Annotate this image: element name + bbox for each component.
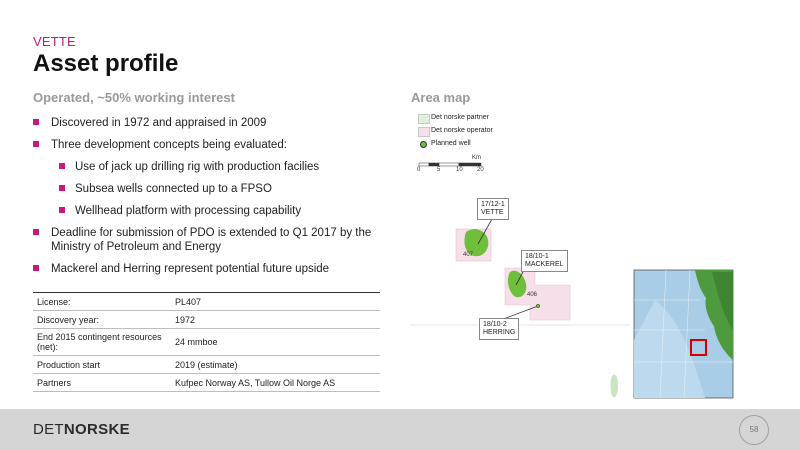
legend-swatch-partner [418,114,430,124]
bullet-square-icon [59,185,65,191]
asset-facts-table [33,292,380,392]
bullet-text: Discovered in 1972 and appraised in 2009 [51,117,267,129]
legend-item-planned-well [418,139,493,152]
sub-bullet-item [33,204,383,218]
callout-herring [479,318,519,340]
licence-label-406: 406 [527,292,538,298]
page-number-badge: 58 [739,415,769,445]
licence-label-407: 407 [463,252,474,258]
map-legend [418,113,493,152]
scale-tick: 5 [437,167,441,173]
bullet-text: Use of jack up drilling rig with production facilies [75,161,320,173]
area-map [408,110,738,405]
fact-label: Discovery year: [33,311,171,329]
fact-label: Production start [33,356,171,374]
callout-line: 18/10-1 [525,253,549,260]
bullet-text: Subsea wells connected up to a FPSO [75,183,272,195]
table-row [33,356,380,374]
bullet-item [33,262,383,276]
fact-value: 24 mmboe [171,329,380,356]
partner-field [611,374,619,397]
planned-well-icon [420,141,427,148]
callout-line: 18/10-2 [483,321,507,328]
bullet-text: Three development concepts being evaluated: [51,139,287,151]
scale-bar-segment [419,163,429,166]
bullet-item [33,116,383,130]
legend-label: Planned well [431,140,471,147]
company-logo [33,421,130,438]
bullet-text: Mackerel and Herring represent potential future upside [51,263,330,275]
table-row [33,293,380,311]
overview-inset-map [634,270,733,398]
bullet-square-icon [33,119,39,125]
callout-line: HERRING [483,329,516,336]
table-row [33,329,380,356]
table-row [33,311,380,329]
legend-item-operator [418,126,493,139]
legend-label: Det norske operator [431,127,493,134]
bullet-text: Wellhead platform with processing capability [75,205,302,217]
callout-line: VETTE [481,209,504,216]
sub-bullet-item [33,160,383,174]
fact-value: 2019 (estimate) [171,356,380,374]
scale-tick: 10 [456,167,463,173]
callout-line: MACKEREL [525,261,564,268]
callout-vette [477,198,509,220]
logo-text-det: DET [33,421,64,438]
fact-label: Partners [33,374,171,392]
fact-label: License: [33,293,171,311]
bullet-square-icon [33,265,39,271]
bullet-list [33,116,383,284]
map-heading: Area map [411,90,471,105]
bullet-item [33,226,383,254]
fact-value: 1972 [171,311,380,329]
scale-bar-segment [439,163,459,166]
table-row [33,374,380,392]
scale-tick: 0 [417,167,421,173]
bullet-square-icon [59,163,65,169]
logo-text-norske: NORSKE [63,421,130,438]
scale-unit: Km [472,155,481,161]
legend-item-partner [418,113,493,126]
fact-label: End 2015 contingent resources (net): [33,329,171,356]
section-kicker: VETTE [33,34,76,49]
legend-label: Det norske partner [431,114,489,121]
fact-value: PL407 [171,293,380,311]
herring-planned-well [536,304,540,308]
callout-mackerel [521,250,568,272]
sub-bullet-item [33,182,383,196]
scale-bar-segment [429,163,439,166]
bullet-square-icon [33,229,39,235]
bullet-text: Deadline for submission of PDO is extended to Q1 2017 by the Ministry of Petroleum and Energy [51,227,372,253]
callout-line: 17/12-1 [481,201,505,208]
bullet-square-icon [59,207,65,213]
scale-bar-segment [459,163,481,166]
legend-swatch-operator [418,127,430,137]
scale-tick: 20 [477,167,484,173]
page-title: Asset profile [33,50,179,77]
bullet-item [33,138,383,152]
footer-bar [0,409,800,450]
bullet-square-icon [33,141,39,147]
fact-value: Kufpec Norway AS, Tullow Oil Norge AS [171,374,380,392]
page-subtitle: Operated, ~50% working interest [33,90,235,105]
